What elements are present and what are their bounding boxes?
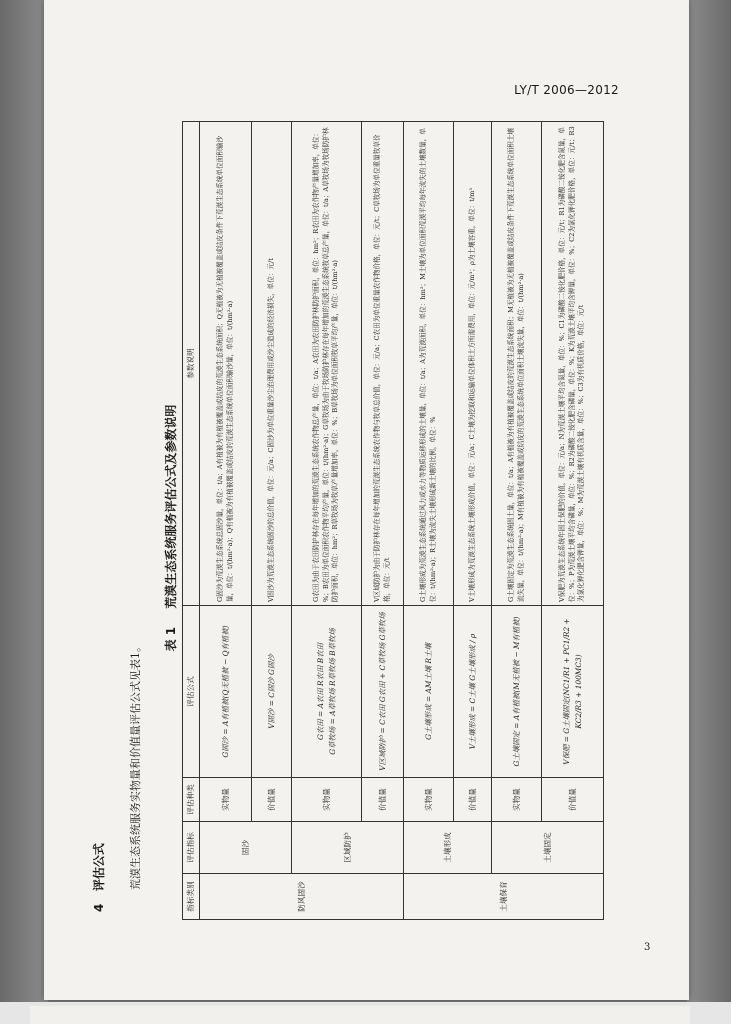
table-number: 表 1 (164, 626, 178, 652)
description-cell: V保肥为荒漠生态系统年固土保肥的价值，单位：元/a；N为荒漠土壤平均含氮量，单位：%；C1为磷酸二铵化肥价格，单位：元/t；R1为磷酸二铵化肥含氮量，单位：%；P为荒漠土壤平均含磷量，单位：%；R2为磷酸二铵化肥含磷量，单位：%；K为荒漠土壤平均含钾量，单位：%；C2为氯化钾化肥价格，单位：元/t；R3为氯化钾化肥含钾量，单位：%；M为荒漠土壤有机质含量，单位：%；C3为有机质价格，单位：元/t (542, 122, 604, 606)
description-cell: V土壤形成为荒漠生态系统土壤形成价值，单位：元/a；C土壤为挖取和运输单位体积土方所需费用，单位：元/m³；ρ为土壤容重，单位：t/m³ (454, 122, 492, 606)
formula-cell: G土壤固定 = A有植被(M无植被 − M有植被) (492, 606, 542, 778)
category-cell: 土壤保育 (404, 874, 604, 920)
type-cell: 实物量 (492, 778, 542, 822)
formula-cell: V固沙 = C固沙 G固沙 (252, 606, 292, 778)
indicator-cell: 固沙 (200, 822, 292, 874)
formula-cell: V土壤形成 = C土壤 G土壤形成 / ρ (454, 606, 492, 778)
description-cell: G土壤形成为荒漠生态系统通过风力或水力等物质运移形成的土壤量，单位：t/a；A为荒漠面积，单位：hm²；M土壤为单位面积荒漠平均每年流失的土壤数量，单位：t/(hm²·a)；R土壤为流失土壤形成新土壤的比例，单位：% (404, 122, 454, 606)
type-cell: 实物量 (200, 778, 252, 822)
type-cell: 价值量 (542, 778, 604, 822)
type-cell: 实物量 (292, 778, 362, 822)
table-row (252, 122, 292, 920)
table-row (292, 122, 362, 920)
type-cell: 价值量 (252, 778, 292, 822)
next-page-edge (30, 1006, 690, 1024)
formula-cell: V区域防护 = C农田 G农田 + C草牧场 G草牧场 (362, 606, 404, 778)
description-cell: V区域防护为由于防护林存在每年增加的荒漠生态系统农作物与牧草总价值，单位：元/a；C农田为单位重量农作物价格，单位：元/t；C草牧场为单位重量牧草价格，单位：元/t (362, 122, 404, 606)
type-cell: 价值量 (362, 778, 404, 822)
table-caption (162, 122, 179, 920)
table-title: 荒漠生态系统服务评估公式及参数说明 (164, 404, 178, 609)
indicator-cell: 土壤固定 (492, 822, 604, 874)
description-cell: G土壤固定为荒漠生态系统固土量，单位：t/a；A有植被为有植被覆盖或结皮的荒漠生态系统面积；M无植被为无植被覆盖或结皮条件下荒漠生态系统单位面积土壤流失量，单位：t/(hm²·a)；M有植被为有植被覆盖或结皮的荒漠生态系统单位面积土壤流失量，单位：t/(hm²·a) (492, 122, 542, 606)
header-cell: 指标类别 (183, 874, 200, 920)
description-cell: V固沙为荒漠生态系统固沙的总价值，单位：元/a；C固沙为单位重量沙尘治理费用或沙尘造成的经济损失，单位：元/t (252, 122, 292, 606)
section-intro: 荒漠生态系统服务实物量和价值量评估公式见表1。 (129, 641, 142, 890)
table-row (542, 122, 604, 920)
table-header-row (183, 122, 200, 920)
type-cell: 价值量 (454, 778, 492, 822)
indicator-cell: 区域防护 (292, 822, 404, 874)
viewer-background-right (687, 0, 731, 1024)
type-cell: 实物量 (404, 778, 454, 822)
table-row (492, 122, 542, 920)
section-heading (90, 843, 107, 912)
table-row (454, 122, 492, 920)
formula-cell (292, 606, 362, 778)
category-cell: 防风固沙 (200, 874, 404, 920)
formula-cell: V保肥 = G土壤固定(NC1/R1 + PC1/R2 + KC2/R3 + 100MC3) (542, 606, 604, 778)
formula-line: G农田 = A农田 R农田 B农田 (316, 643, 326, 740)
table-row (362, 122, 404, 920)
rotated-content (82, 122, 632, 920)
description-cell: G固沙为荒漠生态系统总固沙量，单位：t/a；A有植被为有植被覆盖或结皮的荒漠生态系统面积；Q无植被为无植被覆盖或结皮条件下荒漠生态系统单位面积输沙量，单位：t/(hm²·a)；Q有植被为有植被覆盖或结皮的荒漠生态系统单位面积输沙量，单位：t/(hm²·a) (200, 122, 252, 606)
viewer-background-left (0, 0, 48, 1024)
indicator-cell: 土壤形成 (404, 822, 492, 874)
header-cell: 评估指标 (183, 822, 200, 874)
formula-cell: G固沙 = A有植被(Q无植被 − Q有植被) (200, 606, 252, 778)
standard-code: LY/T 2006—2012 (514, 83, 619, 97)
description-cell: G农田为由于农田防护林存在每年增加的荒漠生态系统农作物总产量，单位：t/a；A农田为农田防护林防护面积，单位：hm²；R农田为农作物产量增加率，单位：%；B农田为单位面积农作物平均产量，单位：t/(hm²·a)；G草牧场为由于牧场防护林存在每年增加的荒漠生态系统牧草总产量，单位：t/a；A草牧场为牧场防护林防护面积，单位：hm²；R草牧场为牧草产量增加率，单位：%；B草牧场为单位面积牧草平均产量，单位：t/(hm²·a) (292, 122, 362, 606)
section-title: 评估公式 (92, 843, 106, 892)
header-cell: 评估公式 (183, 606, 200, 778)
table-row (404, 122, 454, 920)
page-number: 3 (644, 942, 651, 953)
formula-line: G草牧场 = A草牧场 R草牧场 B草牧场 (327, 628, 337, 755)
header-cell: 评估种类 (183, 778, 200, 822)
section-number: 4 (92, 903, 106, 912)
next-page-strip (0, 1002, 731, 1024)
assessment-table (182, 121, 604, 920)
table-row (200, 122, 252, 920)
formula-cell: G土壤形成 = AM土壤 R土壤 (404, 606, 454, 778)
header-cell: 参数说明 (183, 122, 200, 606)
